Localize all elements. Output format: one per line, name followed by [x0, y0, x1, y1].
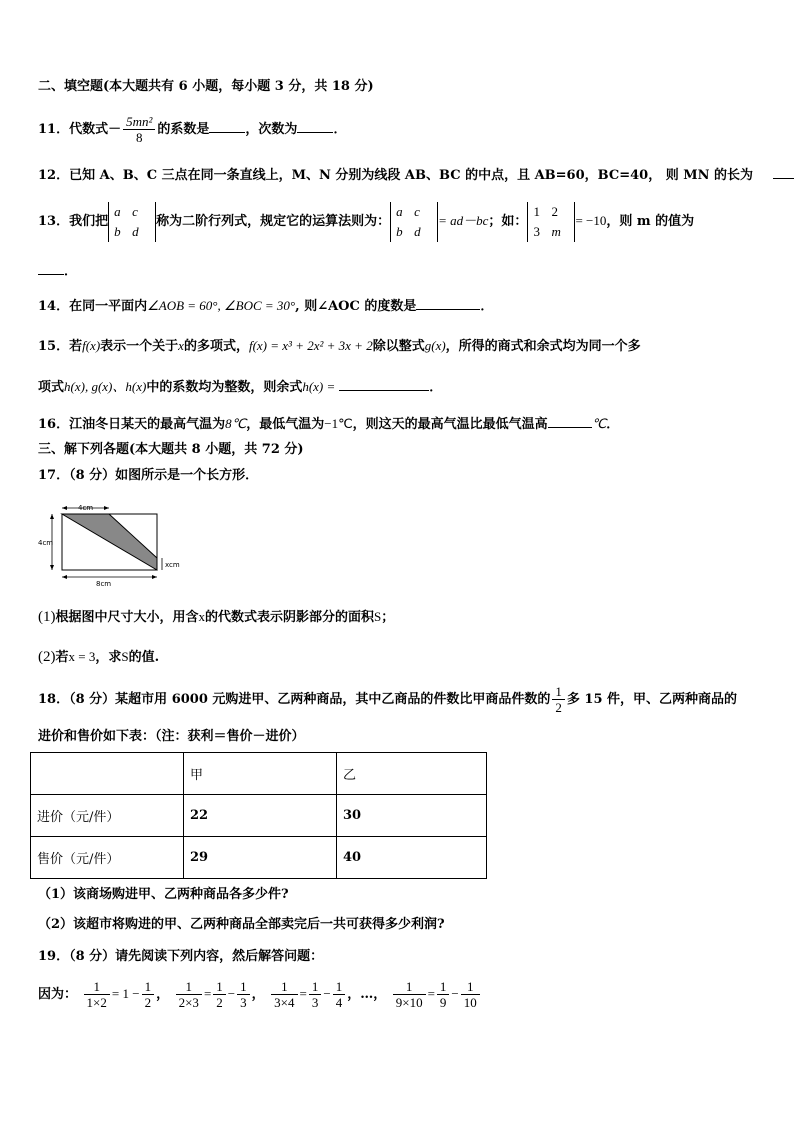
table-cell — [31, 753, 184, 795]
label-bottom: 8cm — [96, 580, 112, 588]
q16-pre: 江油冬日某天的最高气温为 — [69, 417, 226, 432]
q13-number: 13． — [38, 214, 70, 229]
q11-frac-den: 8 — [136, 130, 143, 145]
q16-number: 16． — [38, 417, 70, 432]
q13-post: ，则 m 的值为 — [606, 214, 695, 229]
q13-rule: = ad－bc — [438, 213, 489, 228]
q15-l2a: 项式 — [38, 380, 65, 395]
q15-l2b: h(x), g(x)、h(x) — [64, 379, 147, 394]
q16-end: ． — [606, 417, 620, 432]
table-cell: 22 — [184, 795, 337, 837]
q16-unit: ℃ — [591, 416, 607, 431]
q11-end: ． — [333, 122, 347, 137]
q13-determinant-example: 1 2 3 m — [527, 202, 575, 242]
table-cell: 售价（元/件） — [31, 837, 184, 879]
q19-equations: 因为： $\frac{1}{1\times 2}$ = 1 − $\frac{1}{2}$ ， $\frac{1}{2\times 3}$ = $\frac{1}{2}$ − $\frac{1}{3}$ ， $\frac{1}{3\times 4}$ = $\frac{1}{3}$ − $\frac{1}{4}$ ，…， $\frac{1}{9\times 10}$ = $\frac{1}{9}$ − $\frac{1}{10}$ — [38, 974, 482, 1015]
q17-part-1: (1)根据图中尺寸大小，用含x的代数式表示阴影部分的面积S； — [38, 609, 395, 625]
q13-example-label: ；如： — [488, 214, 528, 229]
table-row — [31, 795, 487, 837]
q13-end: ． — [64, 264, 78, 279]
q11-blank-1[interactable] — [209, 120, 245, 133]
q11-mid: 的系数是 — [157, 122, 210, 137]
q15-poly: f(x) = x³ + 2x² + 3x + 2 — [248, 338, 373, 353]
q11-blank-2[interactable] — [297, 120, 333, 133]
q14-end: ． — [480, 299, 494, 314]
question-16 — [38, 415, 619, 434]
q11-number: 11． — [38, 122, 70, 137]
q15-l1b: 表示一个关于 — [100, 339, 179, 354]
question-15-line-1 — [38, 337, 641, 356]
section-2-header: 二、填空题(本大题共有 6 小题，每小题 3 分，共 18 分) — [38, 79, 374, 94]
label-right: xcm — [165, 561, 180, 569]
q16-high-temp: 8℃ — [225, 416, 247, 431]
section-3-header: 三、解下列各题(本大题共 8 小题，共 72 分) — [38, 442, 304, 457]
question-19-title: 19．（8 分）请先阅读下列内容，然后解答问题： — [38, 949, 324, 964]
eq4-lhs: $\frac{1}{9\times 10}$ — [393, 979, 426, 1010]
q15-l2d: h(x) = — [302, 379, 336, 394]
shaded-region — [62, 514, 157, 570]
because-label: 因为： — [38, 987, 78, 1002]
q11-pre: 代数式－ — [69, 122, 122, 137]
q18-fraction: $\frac{1}{2}$ — [552, 684, 565, 715]
table-cell: 乙 — [337, 753, 487, 795]
q15-l2c: 中的系数均为整数，则余式 — [146, 380, 303, 395]
eq3-lhs: $\frac{1}{3\times 4}$ — [271, 979, 297, 1010]
eq1-lhs: $\frac{1}{1\times 2}$ — [84, 979, 110, 1010]
table-cell: 30 — [337, 795, 487, 837]
q15-x: x — [178, 338, 184, 353]
question-11 — [38, 112, 346, 148]
q17-part-2: (2)若x = 3，求S的值. — [38, 649, 160, 665]
question-15-line-2 — [38, 378, 442, 397]
q15-g: g(x) — [424, 338, 446, 353]
table-cell: 29 — [184, 837, 337, 879]
q11-fraction — [123, 114, 155, 145]
q13-blank[interactable] — [38, 262, 64, 275]
table-cell: 进价（元/件） — [31, 795, 184, 837]
q15-l1c: 的多项式， — [183, 339, 249, 354]
question-13 — [38, 200, 694, 243]
q16-blank[interactable] — [548, 415, 592, 428]
q18-price-table — [30, 752, 487, 879]
q13-determinant-general: a c b d — [108, 202, 156, 242]
q17-rectangle-figure — [38, 500, 186, 590]
q13-mid: 称为二阶行列式，规定它的运算法则为： — [156, 214, 391, 229]
question-18-line-1: 18．（8 分）某超市用 6000 元购进甲、乙两种商品，其中乙商品的件数比甲商品件数的 $\frac{1}{2}$ 多 15 件，甲、乙两种商品的 — [38, 684, 738, 715]
question-14 — [38, 297, 493, 316]
eq2-lhs: $\frac{1}{2\times 3}$ — [176, 979, 202, 1010]
q11-frac-num: 5mn² — [123, 114, 155, 130]
eq1-rhs: $\frac{1}{2}$ — [142, 979, 155, 1010]
q12-text: 已知 A、B、C 三点在同一条直线上，M、N 分别为线段 AB、BC 的中点，且 AB=60，BC=40， 则 MN 的长为 — [69, 168, 754, 183]
q12-blank[interactable] — [773, 166, 794, 179]
question-12 — [38, 166, 794, 185]
q16-mid: ，最低气温为 — [246, 417, 325, 432]
q13-example-result: = −10 — [575, 213, 607, 228]
label-top: 4cm — [78, 504, 94, 512]
question-17-title: 17．（8 分）如图所示是一个长方形． — [38, 468, 259, 483]
q15-l1d: 除以整式 — [372, 339, 425, 354]
table-cell: 40 — [337, 837, 487, 879]
q15-l1e: ，所得的商式和余式均为同一个多 — [445, 339, 641, 354]
q14-math: ∠AOB = 60°, ∠BOC = 30° — [147, 298, 296, 313]
q13-determinant-rule: a c b d — [390, 202, 438, 242]
q15-end: ． — [429, 380, 443, 395]
question-18-line-2: 进价和售价如下表：（注：获利＝售价－进价） — [38, 729, 305, 744]
q15-l1a: 若 — [69, 339, 83, 354]
q14-post: , 则∠AOC 的度数是 — [295, 299, 417, 314]
question-13-answer — [38, 262, 77, 281]
table-header-row — [31, 753, 487, 795]
q12-number: 12． — [38, 168, 70, 183]
q11-after: ，次数为 — [245, 122, 298, 137]
table-row — [31, 837, 487, 879]
table-cell: 甲 — [184, 753, 337, 795]
q14-blank[interactable] — [416, 297, 480, 310]
label-left: 4cm — [38, 539, 54, 547]
q16-low-temp: −1℃ — [324, 416, 353, 431]
q15-blank[interactable] — [339, 378, 429, 391]
q13-pre: 我们把 — [69, 214, 109, 229]
q18-subquestion-2: （2）该超市将购进的甲、乙两种商品全部卖完后一共可获得多少利润? — [38, 917, 445, 932]
q15-f: f(x) — [82, 338, 101, 353]
q14-pre: 在同一平面内 — [69, 299, 148, 314]
q16-post: ，则这天的最高气温比最低气温高 — [352, 417, 548, 432]
q14-number: 14． — [38, 299, 70, 314]
q18-subquestion-1: （1）该商场购进甲、乙两种商品各多少件? — [38, 887, 289, 902]
q15-number: 15． — [38, 339, 70, 354]
